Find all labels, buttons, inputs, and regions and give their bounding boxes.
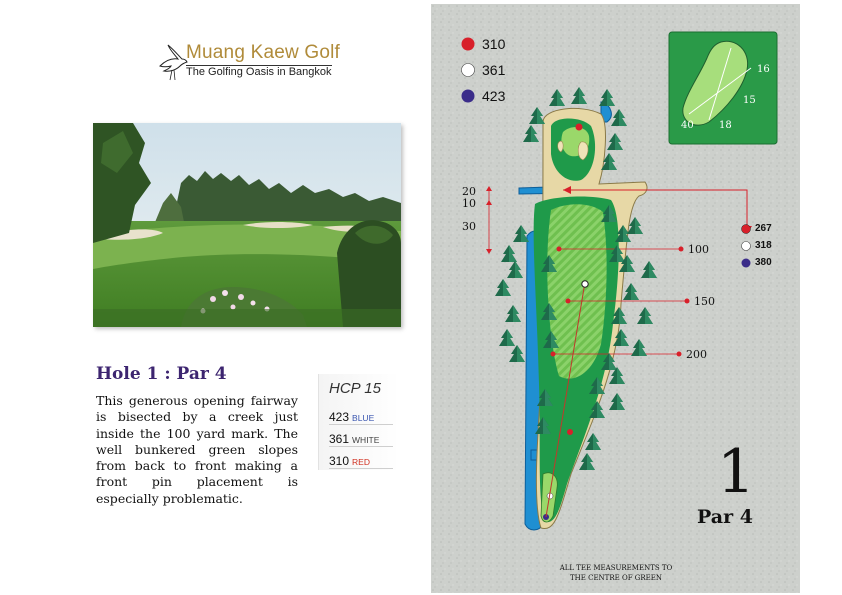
tee-name: RED — [352, 457, 370, 467]
brand-name: Muang Kaew Golf — [186, 42, 341, 63]
flag-marker — [576, 124, 583, 131]
tee-legend-white: 361 — [482, 62, 506, 78]
green-depth-label: 18 — [719, 120, 732, 131]
hole-title: Hole 1 : Par 4 — [96, 364, 227, 384]
hole-map — [431, 4, 800, 593]
layup-blue: 380 — [755, 257, 772, 268]
green-depth-label: 15 — [743, 95, 756, 106]
tee-row-red — [329, 450, 393, 469]
distance-marker-150: 150 — [694, 295, 715, 308]
brand-logo — [158, 42, 358, 82]
hole-number: 1 — [717, 437, 756, 507]
front-marker-label: 10 — [462, 197, 476, 210]
tee-red — [567, 429, 573, 435]
hole-photo-image — [93, 123, 401, 327]
legend-dot-red — [462, 38, 475, 51]
fairway — [547, 204, 606, 378]
handicap-title: HCP 15 — [329, 380, 381, 397]
bird-icon — [158, 44, 188, 82]
tee-row-white — [329, 428, 393, 447]
tee-yards: 310 — [329, 454, 350, 468]
tee-legend-blue: 423 — [482, 88, 506, 104]
tee-name: WHITE — [352, 435, 380, 445]
measurement-note — [541, 563, 691, 583]
measurement-note-line: ALL TEE MEASUREMENTS TO — [559, 564, 673, 572]
tee-row-blue — [329, 406, 393, 425]
tee-yards: 361 — [329, 432, 350, 446]
hole-photo — [93, 123, 401, 327]
layup-red: 267 — [755, 223, 772, 234]
handicap-card — [318, 374, 399, 470]
legend-dot-white — [462, 64, 475, 77]
measurement-note-line: THE CENTRE OF GREEN — [569, 574, 662, 582]
green-depth-label: 40 — [681, 120, 694, 131]
front-marker-label: 20 — [462, 185, 476, 198]
target-marker — [582, 281, 588, 287]
tee-yards: 423 — [329, 410, 350, 424]
distance-marker-200: 200 — [686, 348, 707, 361]
distance-marker-100: 100 — [688, 243, 709, 256]
brand-tagline: The Golfing Oasis in Bangkok — [186, 66, 332, 78]
par-label: Par 4 — [697, 506, 753, 528]
tee-name: BLUE — [352, 413, 375, 423]
front-marker-label: 30 — [462, 220, 476, 233]
legend-dot-blue — [462, 90, 475, 103]
hole-description: This generous opening fairway is bisected by a creek just inside the 100 yard mark. The well bunkered green slopes from back to front making a front pin placement is especially problematic. — [96, 393, 298, 506]
tee-legend-red: 310 — [482, 36, 506, 52]
green-depth-label: 16 — [757, 64, 770, 75]
layup-white: 318 — [755, 240, 772, 251]
